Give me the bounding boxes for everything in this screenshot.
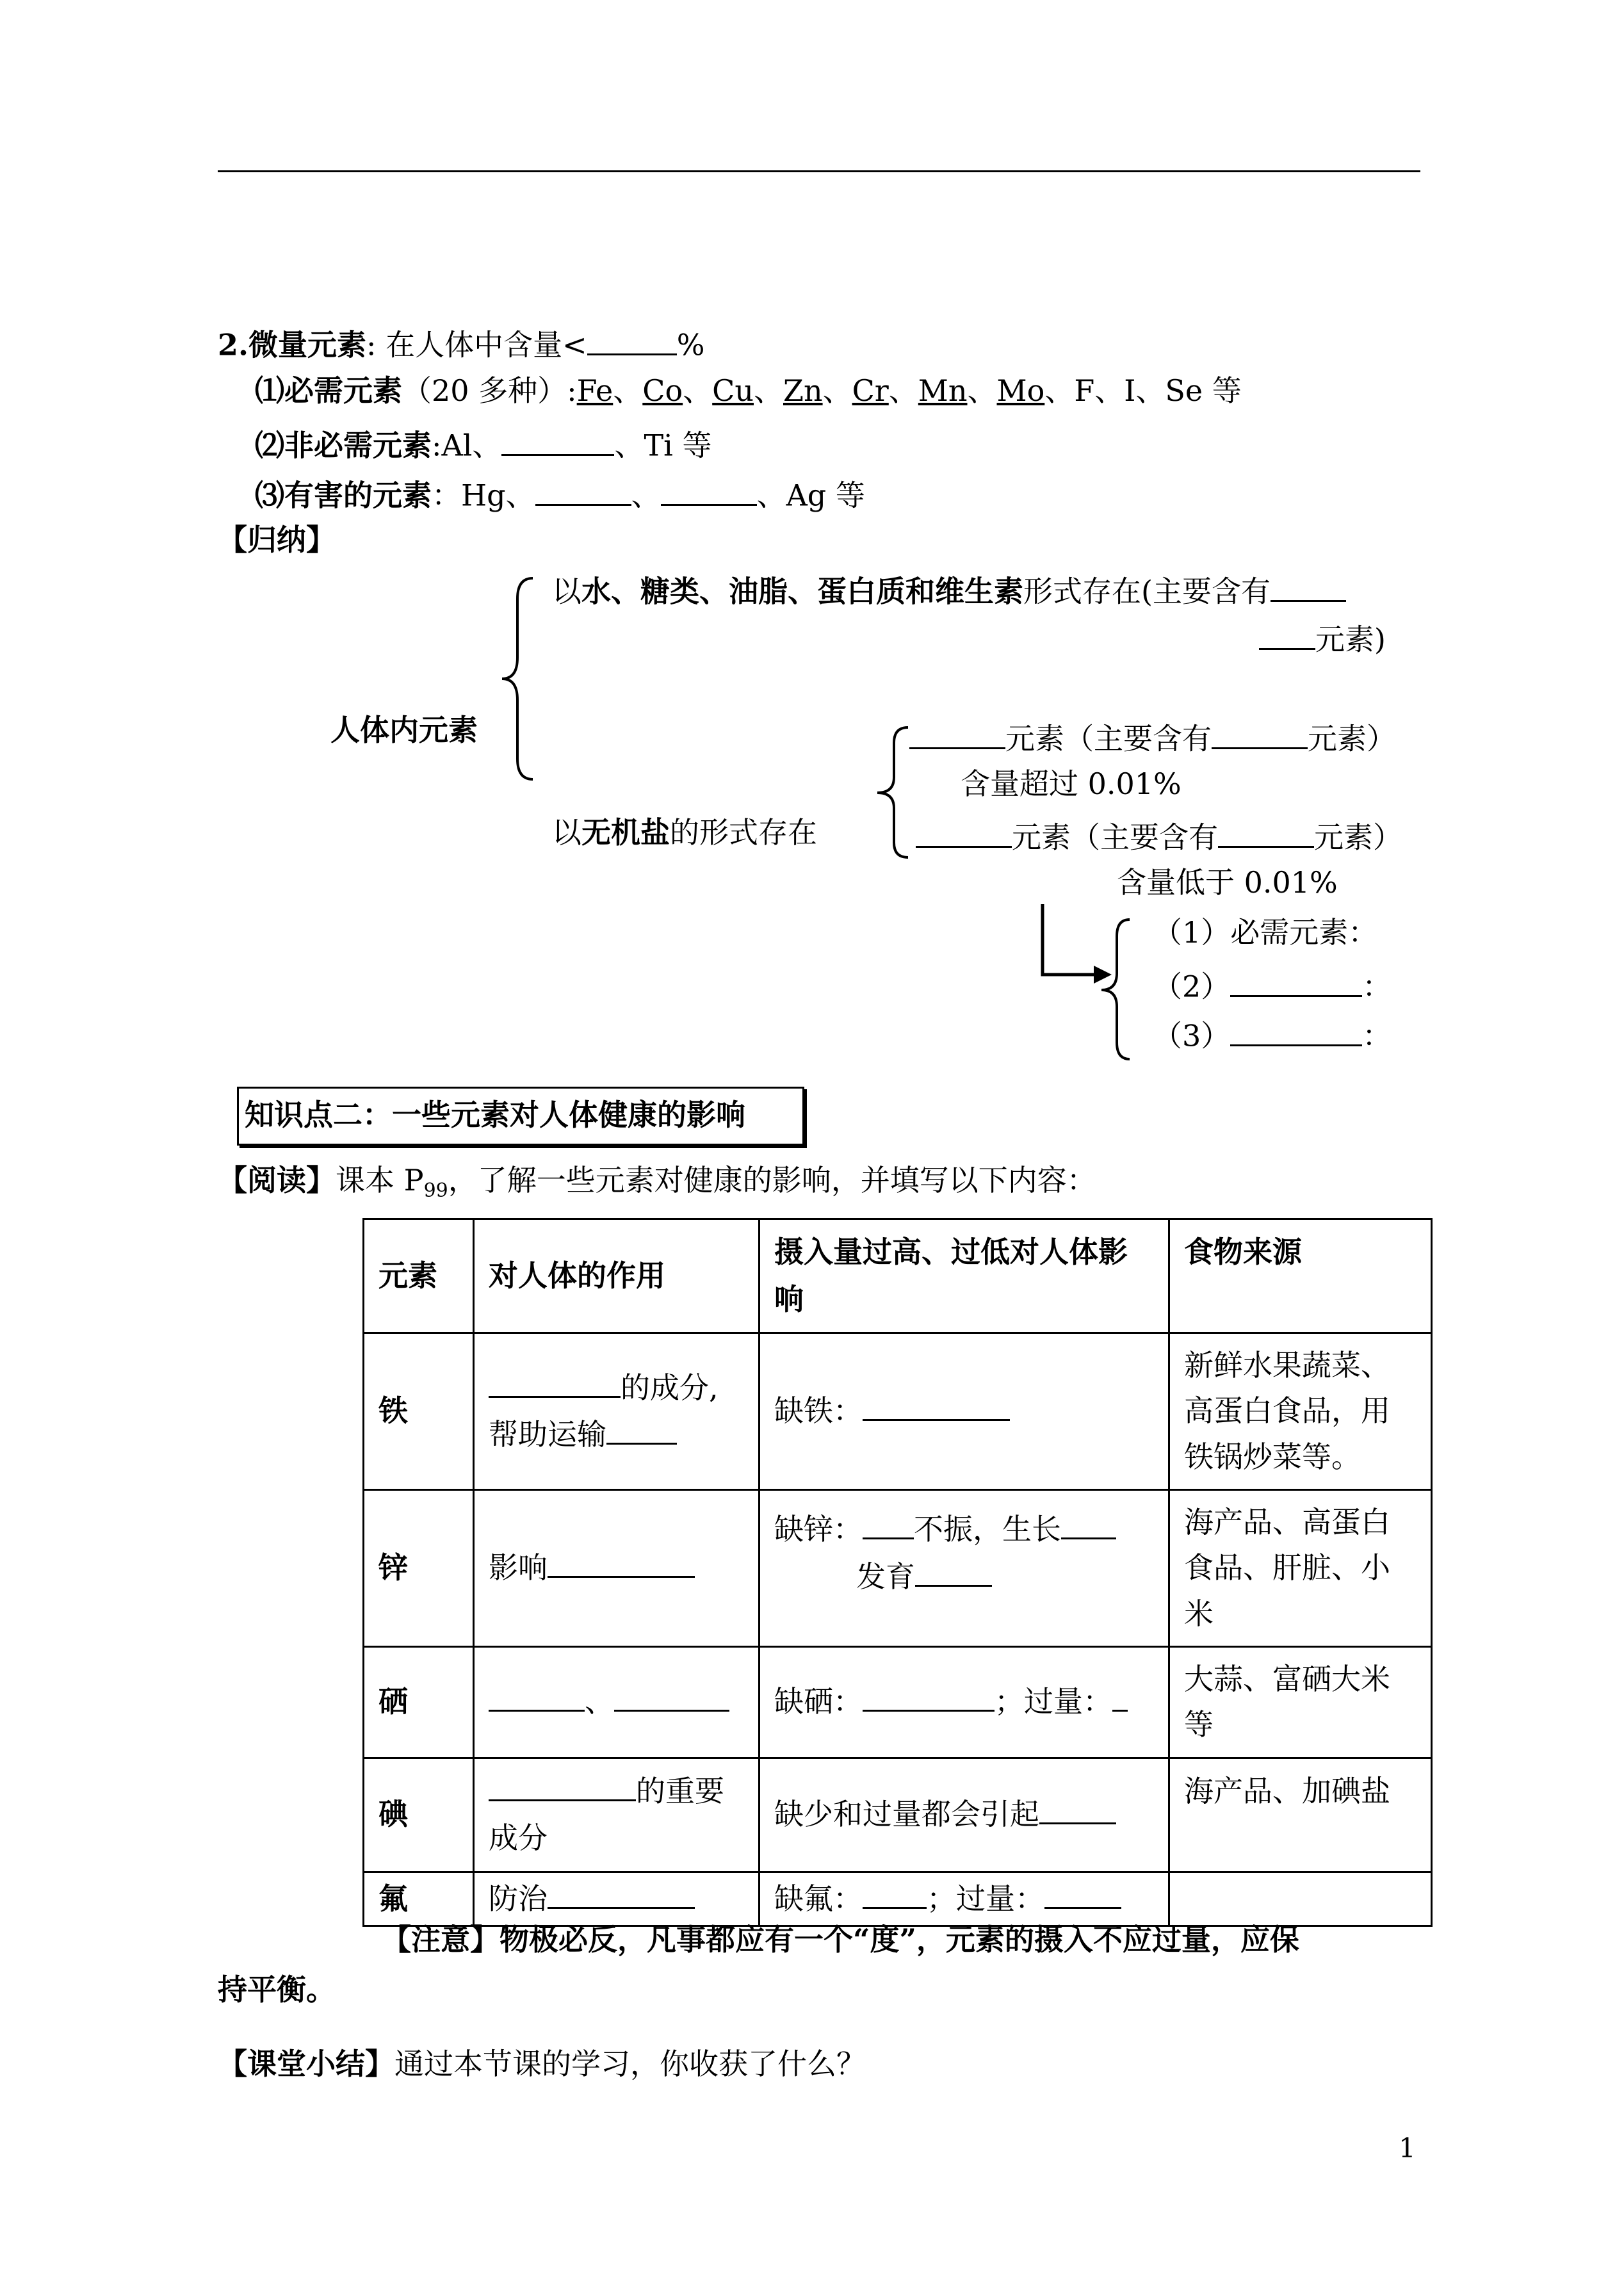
source-cell: 海产品、高蛋白食品、肝脏、小米: [1169, 1490, 1432, 1647]
reading-line: [218, 1165, 1096, 1201]
table-row: [364, 1872, 1432, 1926]
sub1-blank-a[interactable]: [909, 719, 1005, 749]
sub2-line: [916, 818, 1402, 855]
header-cell: 食物来源: [1169, 1219, 1432, 1333]
harmful-blank-1[interactable]: [535, 476, 631, 506]
percent-blank[interactable]: [587, 325, 677, 355]
source-cell: 海产品、加碘盐: [1169, 1758, 1432, 1872]
class-summary-line: [218, 2049, 866, 2079]
nonessential-elements-line: [255, 426, 712, 463]
reading-label: 【阅读】: [218, 1163, 336, 1197]
knowledge-point-title: 知识点二：一些元素对人体健康的影响: [245, 1098, 745, 1132]
leaf3-label: （3）: [1153, 1018, 1231, 1053]
selenium-role-sep: 、: [585, 1684, 614, 1719]
effect-cell: [759, 1490, 1169, 1647]
leaf3-colon: ：: [1362, 1018, 1392, 1053]
sub2-note: 含量低于 0.01%: [1117, 865, 1338, 900]
sub1-blank-b[interactable]: [1212, 719, 1308, 749]
leaf3-line: [1153, 1016, 1392, 1051]
harmful-elements-line: [255, 476, 865, 513]
fluorine-excess-blank[interactable]: [1044, 1879, 1121, 1909]
branch2-pre: 以: [552, 815, 581, 850]
main-brace: [499, 573, 538, 784]
branch1-line: [552, 572, 1346, 609]
fluorine-role-a: 防治: [489, 1881, 548, 1916]
selenium-role-blank-2[interactable]: [614, 1682, 729, 1712]
leaf-brace: [1094, 916, 1132, 1063]
branch1-blank-a[interactable]: [1271, 572, 1346, 602]
iodine-effect: 缺少和过量都会引起: [774, 1797, 1039, 1832]
nonessential-text-b: 、Ti 等: [614, 428, 712, 463]
zinc-development-blank[interactable]: [915, 1557, 992, 1587]
effect-cell: [759, 1333, 1169, 1490]
zinc-appetite-blank[interactable]: [863, 1509, 914, 1539]
iodine-role-a: 的重要: [636, 1773, 724, 1808]
branch2-bold: 无机盐: [581, 815, 670, 850]
sub1-note: 含量超过 0.01%: [961, 766, 1181, 801]
harmful-blank-2[interactable]: [661, 476, 757, 506]
selenium-role-blank-1[interactable]: [489, 1682, 585, 1712]
iodine-role-b: 成分: [489, 1821, 548, 1856]
fluorine-deficit-blank[interactable]: [863, 1879, 927, 1909]
role-cell: [474, 1872, 759, 1926]
note-line1: [382, 1922, 1299, 1957]
leaf2-blank[interactable]: [1230, 967, 1362, 997]
table-row: [364, 1758, 1432, 1872]
fluorine-role-blank[interactable]: [548, 1879, 695, 1909]
section2-number: 2.: [218, 327, 249, 362]
branch1-post: 形式存在(主要含有: [1023, 574, 1271, 609]
root-label: 人体内元素: [330, 713, 478, 747]
harmful-label: ⑶有害的元素: [255, 478, 432, 513]
page-number: 1: [1399, 2132, 1416, 2164]
branch1-bold: 水、糖类、油脂、蛋白质和维生素: [581, 574, 1023, 609]
class-summary-label: 【课堂小结】: [218, 2047, 394, 2081]
iron-transport-blank[interactable]: [606, 1415, 677, 1445]
essential-element: Co: [642, 373, 683, 408]
note-text-1: 物极必反，凡事都应有一个“度”，元素的摄入不应过量，应保: [499, 1922, 1299, 1957]
essential-count: （20 多种）:: [402, 373, 577, 408]
iron-role-b: 帮助运输: [489, 1417, 606, 1452]
selenium-effect-b: ；过量：: [995, 1684, 1112, 1719]
section2-title: [218, 325, 704, 360]
leaf2-line: [1153, 967, 1392, 1002]
selenium-deficit-blank[interactable]: [863, 1682, 995, 1712]
element-health-table: [362, 1218, 1433, 1927]
table-row: [364, 1333, 1432, 1490]
essential-element: Fe: [576, 373, 613, 408]
zinc-role-blank[interactable]: [548, 1548, 695, 1578]
iron-role-a: 的成分,: [621, 1370, 719, 1405]
branch2-post: 的形式存在: [670, 815, 817, 850]
iron-effect-blank[interactable]: [863, 1391, 1010, 1422]
sub2-text: 元素（主要含有: [1012, 820, 1218, 855]
role-cell: [474, 1758, 759, 1872]
zinc-growth-blank[interactable]: [1061, 1509, 1116, 1539]
table-row: [364, 1490, 1432, 1647]
role-cell: [474, 1490, 759, 1647]
section2-heading-rest: : 在人体中含量<: [366, 327, 587, 362]
role-cell: [474, 1333, 759, 1490]
fluorine-effect-b: ；过量：: [927, 1881, 1044, 1916]
iodine-role-blank[interactable]: [489, 1771, 636, 1801]
sub1-line: [909, 719, 1396, 754]
essential-label: ⑴必需元素: [255, 373, 402, 408]
sub-brace: [872, 724, 911, 861]
essential-element: Mo: [996, 373, 1045, 408]
header-cell: 元素: [364, 1219, 474, 1333]
leaf3-blank[interactable]: [1230, 1016, 1362, 1046]
nonessential-text-a: :Al、: [432, 428, 502, 463]
branch1-end: 元素): [1315, 622, 1386, 657]
section2-heading: 微量元素: [248, 327, 367, 362]
branch1-pre: 以: [552, 574, 581, 609]
essential-element: Zn: [783, 373, 823, 408]
effect-cell: [759, 1646, 1169, 1758]
zinc-role-a: 影响: [489, 1550, 548, 1585]
summary-label: 【归纳】: [218, 523, 336, 557]
element-cell: 硒: [364, 1646, 474, 1758]
nonessential-label: ⑵非必需元素: [255, 428, 432, 463]
branch2-line: [552, 815, 817, 850]
harmful-sep: 、: [631, 478, 661, 513]
zinc-effect-c: 发育: [856, 1559, 915, 1594]
effect-cell: [759, 1872, 1169, 1926]
nonessential-blank[interactable]: [501, 426, 614, 456]
sub2-blank-b[interactable]: [1218, 818, 1314, 848]
note-text-2: 持平衡。: [218, 1972, 336, 2007]
percent-sign: %: [676, 327, 705, 362]
role-cell: [474, 1646, 759, 1758]
branch1-line2: [1259, 620, 1386, 657]
effect-cell: [759, 1758, 1169, 1872]
class-summary-text: 通过本节课的学习，你收获了什么？: [394, 2047, 866, 2081]
fluorine-effect-a: 缺氟：: [774, 1881, 863, 1916]
header-rule: [218, 170, 1420, 172]
iron-effect: 缺铁：: [774, 1393, 863, 1429]
harmful-text-b: 、Ag 等: [756, 478, 865, 513]
leaf2-label: （2）: [1153, 969, 1231, 1004]
element-cell: 氟: [364, 1872, 474, 1926]
sub1-text: 元素（主要含有: [1005, 721, 1212, 756]
element-cell: 铁: [364, 1333, 474, 1490]
table-row: [364, 1646, 1432, 1758]
zinc-effect-a: 缺锌：: [774, 1512, 863, 1547]
source-cell: 大蒜、富硒大米等: [1169, 1646, 1432, 1758]
header-cell: 摄入量过高、过低对人体影响: [759, 1219, 1169, 1333]
sub2-blank-a[interactable]: [916, 818, 1012, 848]
selenium-effect-a: 缺硒：: [774, 1684, 863, 1719]
sub1-end: 元素）: [1308, 721, 1396, 756]
selenium-excess-blank[interactable]: [1112, 1682, 1128, 1712]
essential-tail: 、F、I、Se 等: [1044, 373, 1242, 408]
essential-elements-line: ⑴必需元素（20 多种）:Fe、Co、Cu、Zn、Cr、Mn、Mo、F、I、Se 等: [255, 373, 1242, 408]
header-cell: 对人体的作用: [474, 1219, 759, 1333]
element-cell: 碘: [364, 1758, 474, 1872]
note-label: 【注意】: [382, 1922, 499, 1957]
sub2-end: 元素）: [1314, 820, 1402, 855]
essential-element: Cr: [852, 373, 889, 408]
essential-element: Cu: [712, 373, 754, 408]
reading-text-b: ，了解一些元素对健康的影响，并填写以下内容：: [448, 1163, 1096, 1197]
table-header-row: [364, 1219, 1432, 1333]
leaf1: （1）必需元素：: [1153, 915, 1378, 950]
essential-element: Mn: [918, 373, 968, 408]
iodine-effect-blank[interactable]: [1039, 1795, 1116, 1825]
reading-page-sub: 99: [423, 1180, 448, 1203]
zinc-effect-b: 不振，生长: [914, 1512, 1061, 1547]
leaf2-colon: ：: [1362, 969, 1392, 1004]
iron-role-blank[interactable]: [489, 1368, 621, 1398]
branch1-blank-b[interactable]: [1259, 620, 1315, 650]
reading-text-a: 课本 P: [336, 1163, 424, 1197]
source-cell: [1169, 1872, 1432, 1926]
element-cell: 锌: [364, 1490, 474, 1647]
source-cell: 新鲜水果蔬菜、高蛋白食品，用铁锅炒菜等。: [1169, 1333, 1432, 1490]
harmful-text-a: ：Hg、: [432, 478, 535, 513]
